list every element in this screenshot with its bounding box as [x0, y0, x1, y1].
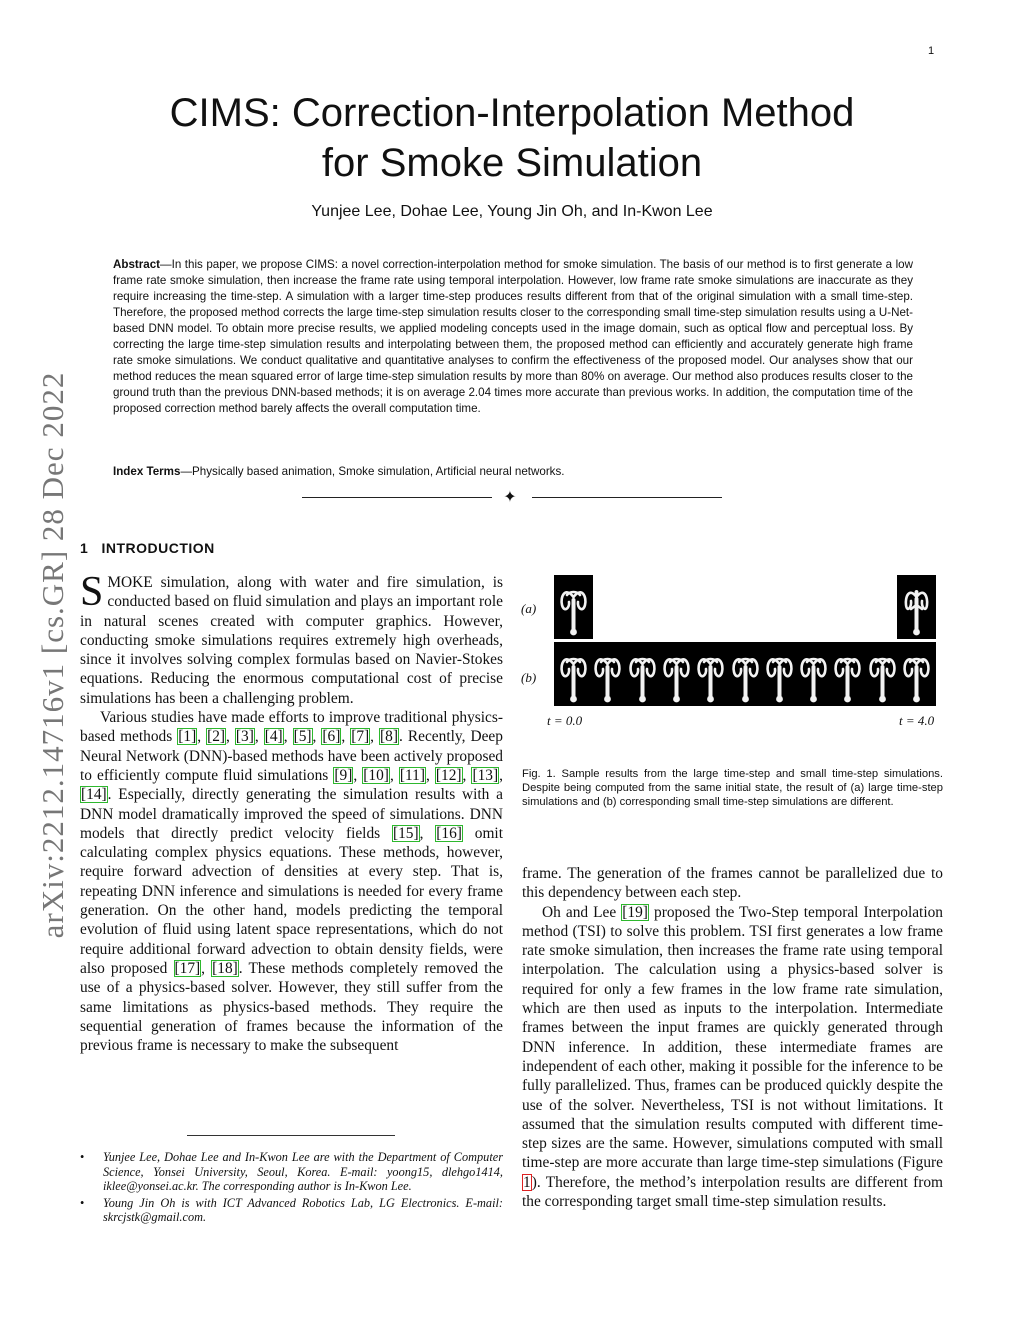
citation-link[interactable]: [4] [264, 728, 283, 746]
citation-link[interactable]: [3] [235, 728, 254, 746]
citation-link[interactable]: [7] [351, 728, 370, 746]
footnote-2 [80, 1196, 503, 1225]
citation-link[interactable]: [16] [436, 824, 462, 842]
divider-line-left [302, 497, 492, 498]
simulation-frame-thumbnail [897, 642, 936, 706]
para-text-b: proposed the Two-Step temporal Interpolation method (TSI) to solve this problem. TSI first generates a low frame rate smoke simulation, then increases the frame rate using temporal interpolation. The calculation using a physics-based solver is required for only a few frames in the low frame rate simulation, which are then used as inputs to the interpolation. Intermediate frames between the input frames are quickly generated through DNN inference. In addition, these intermediate frames are independent of each other, making it possible for the inference to be fully parallelized. Thus, frames can be produced quickly despite the use of the solver. Nevertheless, TSI is not without limitations. It assumed that the simulation results computed with different time-step sizes are the same. However, simulations computed with small time-step are more accurate than large time-step simulations (Figure [522, 903, 943, 1172]
citation-link[interactable]: [17] [174, 959, 201, 977]
citation-link[interactable]: [5] [293, 728, 312, 746]
index-terms [113, 465, 913, 478]
right-paragraph-2 [522, 903, 943, 1212]
citation-separator: , [370, 728, 380, 746]
para2-text-d: omit calculating complex physics equations. These methods, however, require forward advection of densities at every step. That is, repeating DNN inference and simulations is needed for every frame generation. On the other hand, models predicting the temporal evolution of fluid using latent space representations, which do not require additional forward advection to obtain density fields, were also proposed [80, 824, 503, 977]
left-column [80, 569, 503, 1055]
figure-link[interactable]: 1 [523, 1173, 531, 1191]
citation-separator: , [425, 766, 435, 784]
simulation-frame-thumbnail [554, 642, 593, 706]
citation-separator: , [462, 766, 472, 784]
section-heading [80, 540, 215, 556]
footnote-bullet: • [80, 1150, 85, 1164]
citation-separator: , [197, 728, 207, 746]
citation-link[interactable]: [9] [334, 766, 353, 784]
citation-separator: , [201, 959, 212, 977]
citation-separator: , [353, 766, 363, 784]
section-number: 1 [80, 540, 89, 556]
citation-group-d [174, 960, 239, 977]
citation-link[interactable]: [13] [472, 766, 499, 784]
simulation-frame-thumbnail [726, 642, 765, 706]
footnote-text: Yunjee Lee, Dohae Lee and In-Kwon Lee are with the Department of Computer Science, Yonsei University, Seoul, Korea. E-mail: yoong15, dlehgo1414, iklee@yonsei.ac.kr. The corresponding author is In-Kwon Lee. [103, 1150, 503, 1194]
citation-separator: , [226, 728, 235, 746]
citation-link[interactable]: [10] [363, 766, 389, 784]
first-word-rest: MOKE [107, 574, 153, 591]
citation-group-a [177, 728, 399, 745]
abstract-text: —In this paper, we propose CIMS: a novel correction-interpolation method for smoke simulation. The basis of our method is to first generate a low frame rate smoke simulation, then increase the frame rate using temporal interpolation. However, low frame rate smoke simulations are inaccurate as they require increasing the time-step. A simulation with a larger time-step produces results different from that of the original simulation with a small time-step. Therefore, the proposed method corrects the large time-step simulation results closer to the corresponding small time-step simulation results using a U-Net-based DNN model. To obtain more precise results, we applied modeling concepts used in the image domain, such as optical flow and perceptual loss. By correcting the large time-step simulation results and interpolating between them, the proposed method can efficiently and accurately generate high frame rate smoke simulations. We conduct qualitative and quantitative analyses to confirm the effectiveness of the proposed model. Our analyses show that our method reduces the mean squared error of large time-step simulation results by more than 80% on average. Our method also produces results closer to the ground truth than the previous DNN-based methods; it is on average 2.04 times more accurate than previous works. In addition, the computation time of the proposed correction method barely affects the overall computation time. [113, 258, 913, 415]
drop-cap: S [80, 569, 104, 615]
citation-group-c [392, 825, 463, 842]
divider-line-right [532, 497, 722, 498]
citation-link[interactable]: [12] [435, 766, 462, 784]
page-number: 1 [928, 45, 935, 57]
index-terms-text: —Physically based animation, Smoke simulation, Artificial neural networks. [180, 465, 565, 478]
section-divider [302, 488, 722, 508]
simulation-frame-thumbnail [760, 642, 799, 706]
simulation-frame-thumbnail [828, 642, 867, 706]
section-title: INTRODUCTION [101, 540, 215, 556]
title-line-2: for Smoke Simulation [321, 141, 703, 185]
citation-separator: , [312, 728, 322, 746]
panel-label-b: (b) [521, 670, 537, 685]
citation-link[interactable]: [18] [212, 959, 238, 977]
citation-separator: , [389, 766, 399, 784]
time-label-start: t = 0.0 [547, 713, 583, 728]
para2-text-b: . Recently, Deep Neural Network (DNN)-based methods have been actively proposed to efficiently compute fluid simulations [80, 728, 503, 784]
index-terms-label: Index Terms [113, 465, 181, 478]
panel-label-a: (a) [521, 601, 537, 616]
author-list: Yunjee Lee, Dohae Lee, Young Jin Oh, and In-Kwon Lee [311, 203, 713, 220]
citation-link[interactable]: [6] [322, 728, 341, 746]
abstract-label: Abstract [113, 258, 161, 271]
citation-link[interactable]: [14] [81, 786, 107, 804]
citation-link[interactable]: [19] [622, 903, 648, 921]
citation-separator: , [341, 728, 351, 746]
citation-link[interactable]: [8] [380, 728, 398, 746]
citation-link[interactable]: [11] [399, 766, 425, 784]
arxiv-identifier: arXiv:2212.14716v1 [cs.GR] 28 Dec 2022 [35, 371, 70, 939]
intro-paragraph-2 [80, 708, 503, 1055]
citation-separator: , [254, 728, 264, 746]
title-line-1: CIMS: Correction-Interpolation Method [169, 91, 855, 135]
para2-text-a: Various studies have made efforts to improve traditional physics-based methods [80, 709, 503, 746]
footnote-bullet: • [80, 1195, 85, 1210]
divider-star-icon: ✦ [503, 489, 517, 506]
citation-separator: , [283, 728, 293, 746]
para-text-a: Oh and Lee [542, 903, 622, 921]
right-column [522, 864, 943, 1211]
para1-text: simulation, along with water and fire simulation, is conducted based on fluid simulation and plays an important role in natural scenes created with computer graphics. However, conducting smoke simulations requires extremely high overheads, since it involves solving complex formulas based on Navier-Stokes equations. Reducing the enormous computational cost of precise simulations has been a challenging problem. [80, 574, 503, 707]
paper-title [112, 88, 912, 188]
para2-text-c: . Especially, directly generating the simulation results with a DNN model dramatically improved the speed of simulations. DNN models that directly predict velocity fields [80, 786, 503, 842]
footnotes [80, 1150, 503, 1227]
para-text-c: ). Therefore, the method’s interpolation results are different from the corresponding target small time-step simulation results. [522, 1173, 943, 1211]
simulation-frame-thumbnail [554, 575, 593, 639]
right-paragraph-1: frame. The generation of the frames cannot be parallelized due to this dependency between each step. [522, 865, 943, 902]
footnote-rule [187, 1135, 395, 1136]
citation-link[interactable]: [1] [178, 728, 197, 746]
simulation-frame-thumbnail [794, 642, 833, 706]
citation-separator: , [499, 766, 503, 784]
simulation-frame-thumbnail [863, 642, 902, 706]
citation-link[interactable]: [2] [207, 728, 226, 746]
simulation-frame-thumbnail [691, 642, 730, 706]
simulation-frame-thumbnail [588, 642, 627, 706]
intro-paragraph-1 [80, 569, 503, 708]
figure-1 [519, 572, 949, 732]
para2-text-e: . These methods completely removed the use of a physics-based solver. However, they still suffer from the same limitations as physics-based methods. They require the sequential generation of frames because the information of the previous frame is necessary to make the subsequent [80, 959, 503, 1055]
simulation-frame-thumbnail [897, 575, 936, 639]
abstract [113, 257, 913, 417]
citation-link[interactable]: [15] [392, 824, 419, 842]
simulation-frame-thumbnail [623, 642, 662, 706]
time-label-end: t = 4.0 [899, 713, 935, 728]
footnote-text: Young Jin Oh is with ICT Advanced Robotics Lab, LG Electronics. E-mail: skrcjstk@gmail.com. [103, 1195, 503, 1225]
citation-separator: , [419, 824, 436, 842]
simulation-frame-thumbnail [657, 642, 696, 706]
footnote-1 [80, 1150, 503, 1194]
figure-caption: Fig. 1. Sample results from the large time-step and small time-step simulations. Despite being computed from the same initial state, the result of (a) large time-step simulations and (b) corresponding small time-step simulations are different. [522, 768, 943, 808]
